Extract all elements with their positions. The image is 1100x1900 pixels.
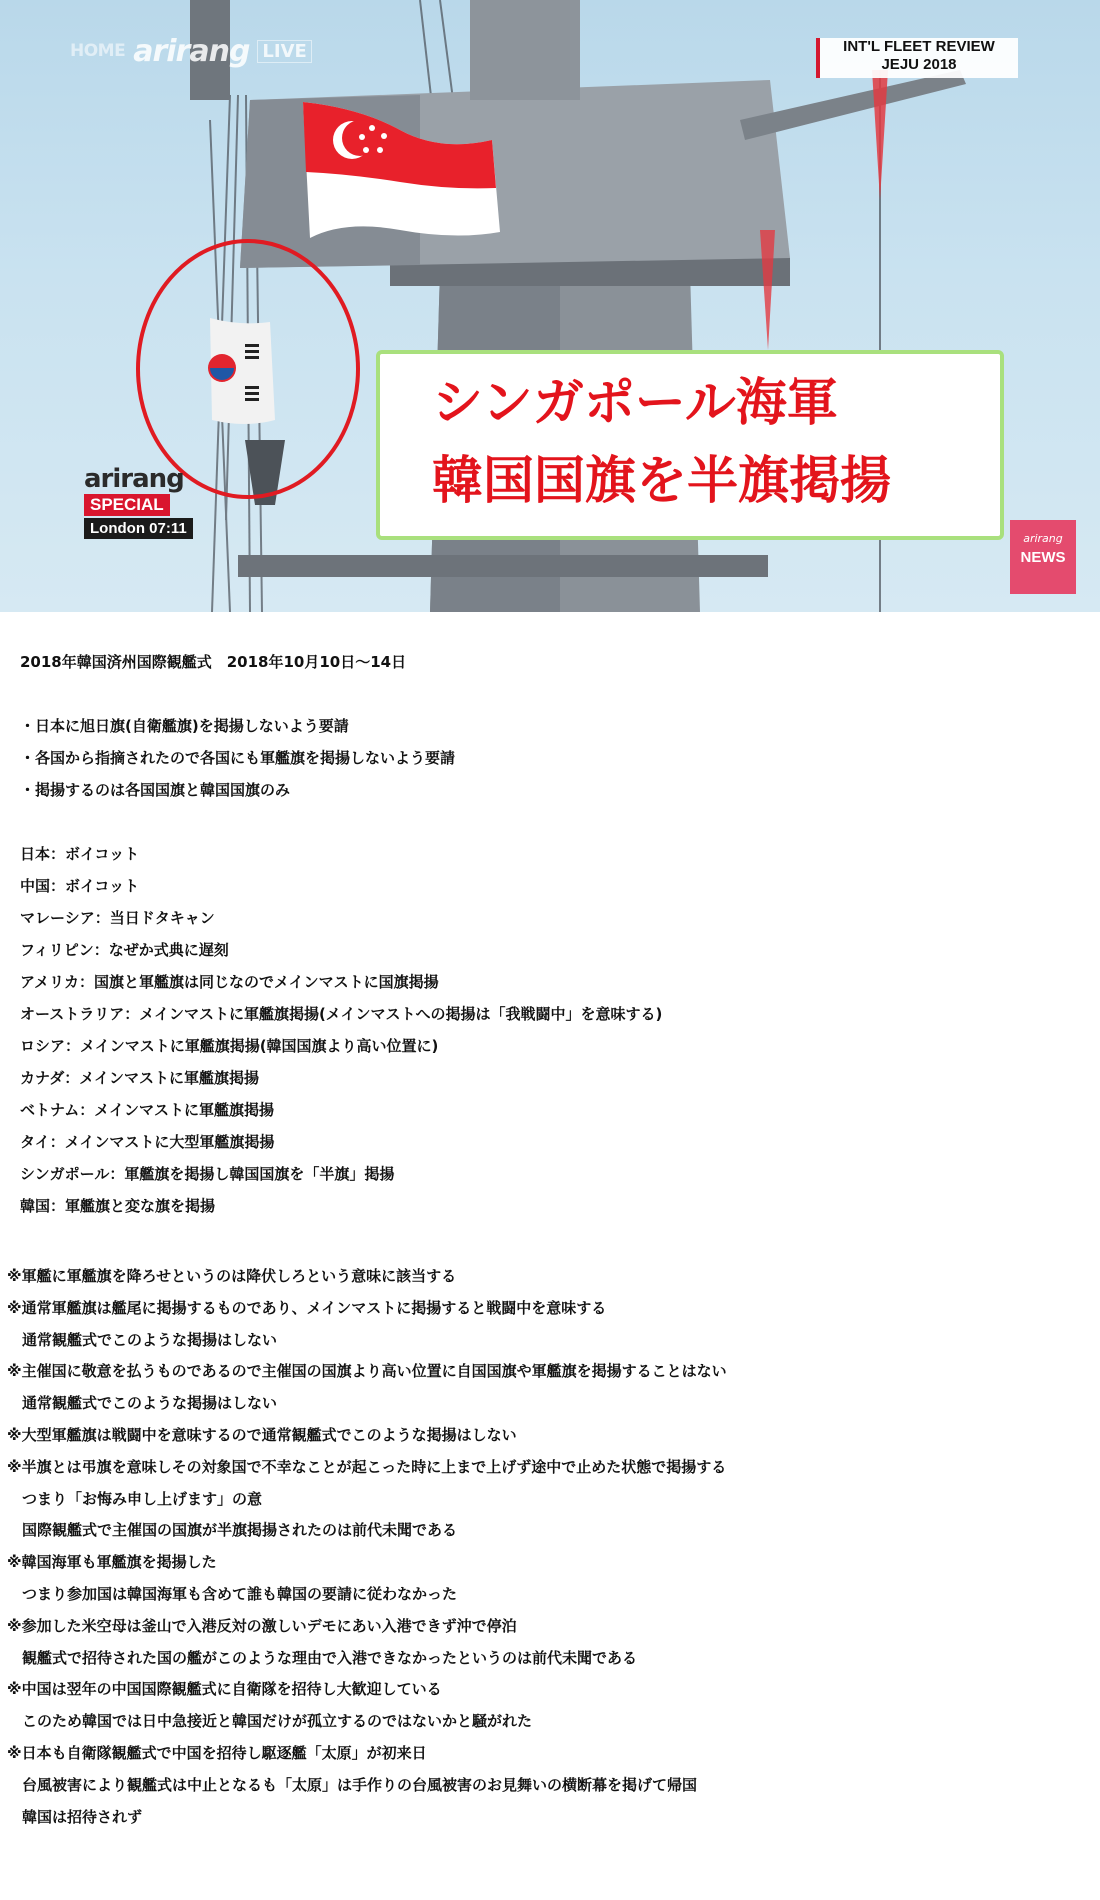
request-item: ・各国から指摘されたので各国にも軍艦旗を掲揚しないよう要請 [20, 749, 456, 767]
annotation-line-1: シンガポール海軍 [432, 374, 838, 433]
special-bug [84, 466, 202, 539]
note-line: つまり「お悔み申し上げます」の意 [7, 1489, 263, 1508]
annotation-line-2: 韓国国旗を半旗掲揚 [432, 452, 892, 511]
event-title: INT'L FLEET REVIEW [843, 38, 995, 55]
news-brand: arirang [1023, 532, 1063, 545]
note-line: ※軍艦に軍艦旗を降ろせというのは降伏しろという意味に該当する [7, 1267, 457, 1285]
event-subtitle: JEJU 2018 [881, 56, 957, 73]
request-item: ・日本に旭日旗(自衛艦旗)を掲揚しないよう要請 [20, 717, 349, 735]
country-item: 韓国：軍艦旗と変な旗を掲揚 [20, 1197, 216, 1215]
note-line: つまり参加国は韓国海軍も含めて誰も韓国の要請に従わなかった [7, 1585, 458, 1603]
news-bug [1010, 520, 1076, 594]
channel-brand: arirang [133, 33, 250, 69]
country-item: マレーシア：当日ドタキャン [20, 909, 215, 927]
country-item: シンガポール：軍艦旗を掲揚し韓国国旗を「半旗」掲揚 [20, 1165, 395, 1183]
channel-prefix: HOME [70, 41, 126, 61]
article-title: 2018年韓国済州国際観艦式 2018年10月10日～14日 [20, 653, 407, 671]
country-item: タイ：メインマストに大型軍艦旗掲揚 [20, 1133, 275, 1151]
note-line: ※主催国に敬意を払うものであるので主催国の国旗より高い位置に自国国旗や軍艦旗を掲揚することはない [7, 1362, 727, 1381]
news-label: NEWS [1020, 549, 1066, 566]
country-item: 中国：ボイコット [20, 877, 140, 895]
country-item: ベトナム：メインマストに軍艦旗掲揚 [20, 1101, 274, 1119]
note-line: ※日本も自衛隊観艦式で中国を招待し駆逐艦「太原」が初来日 [7, 1744, 427, 1762]
request-item: ・掲揚するのは各国国旗と韓国国旗のみ [20, 781, 291, 799]
country-item: アメリカ：国旗と軍艦旗は同じなのでメインマストに国旗掲揚 [20, 973, 439, 991]
country-item: 日本：ボイコット [20, 845, 140, 863]
korea-flag [208, 318, 275, 424]
note-line: 国際観艦式で主催国の国旗が半旗掲揚されたのは前代未聞である [7, 1521, 458, 1540]
note-line: 通常観艦式でこのような掲揚はしない [7, 1330, 278, 1349]
note-line: ※参加した米空母は釜山で入港反対の激しいデモにあい入港できず沖で停泊 [7, 1616, 517, 1635]
london-clock: London 07:11 [84, 518, 193, 539]
note-line: 通常観艦式でこのような掲揚はしない [7, 1394, 278, 1413]
note-line: 台風被害により観艦式は中止となるも「太原」は手作りの台風被害のお見舞いの横断幕を掲げて帰国 [7, 1775, 698, 1794]
special-label: SPECIAL [84, 494, 170, 516]
country-item: オーストラリア：メインマストに軍艦旗掲揚(メインマストへの掲揚は「我戦闘中」を意味する) [20, 1005, 663, 1023]
note-line: ※中国は翌年の中国国際観艦式に自衛隊を招待し大歓迎している [7, 1680, 442, 1699]
note-line: 観艦式で招待された国の艦がこのような理由で入港できなかったというのは前代未聞である [7, 1648, 638, 1667]
note-line: ※大型軍艦旗は戦闘中を意味するので通常観艦式でこのような掲揚はしない [7, 1426, 517, 1444]
note-line: 韓国は招待されず [7, 1807, 143, 1826]
country-item: フィリピン：なぜか式典に遅刻 [20, 941, 229, 959]
country-item: カナダ：メインマストに軍艦旗掲揚 [20, 1069, 259, 1087]
channel-logo [70, 33, 312, 69]
live-badge: LIVE [257, 40, 311, 63]
note-line: このため韓国では日中急接近と韓国だけが孤立するのではないかと騒がれた [7, 1712, 533, 1731]
event-caption [816, 38, 1018, 78]
note-line: ※通常軍艦旗は艦尾に掲揚するものであり、メインマストに掲揚すると戦闘中を意味する [7, 1298, 607, 1317]
note-line: ※半旗とは弔旗を意味しその対象国で不幸なことが起こった時に上まで上げず途中で止めた状態で掲揚する [7, 1457, 727, 1476]
news-video-frame [0, 0, 1100, 612]
note-line: ※韓国海軍も軍艦旗を掲揚した [7, 1553, 217, 1572]
special-brand: arirang [84, 464, 184, 494]
annotation-box [376, 350, 1004, 540]
country-item: ロシア：メインマストに軍艦旗掲揚(韓国国旗より高い位置に) [20, 1037, 439, 1055]
